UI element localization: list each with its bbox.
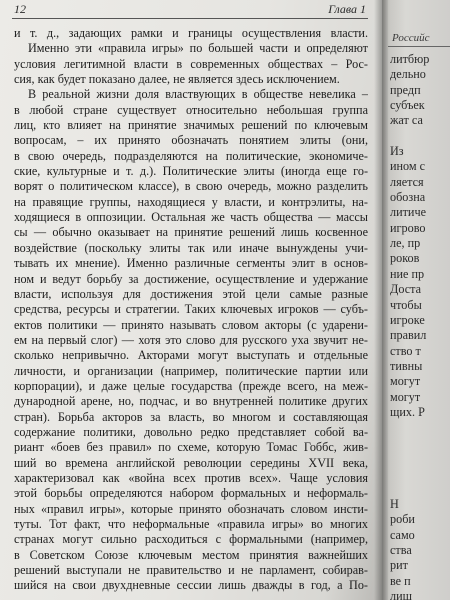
header-rule xyxy=(12,18,368,19)
text-line: В реальной жизни доля властвующих в обществе невелика – xyxy=(28,87,368,102)
right-text-line: литиче xyxy=(390,205,426,220)
right-text-line xyxy=(390,451,450,466)
book-gutter xyxy=(374,0,388,600)
text-line: туты. Тот факт, что неформальные «правила игры» во многих xyxy=(14,517,368,531)
text-line: этой борьбы определяются набором формальных и неформаль- xyxy=(14,486,368,501)
right-text-line: роби xyxy=(390,512,415,527)
text-line: ходящиеся в оппозиции. Остальная же часть общества — массы xyxy=(14,210,368,225)
right-body-text xyxy=(390,52,450,600)
text-line: шийся на свои двухдневные сессии лишь дважды в год, а По- xyxy=(14,578,368,593)
text-line: в Советском Союзе ключевым местом принятия важнейших xyxy=(14,547,368,562)
right-text-line xyxy=(390,420,450,435)
right-text-line: тивны xyxy=(390,358,423,373)
text-line: условия легитимной власти в современных обществах – Рос- xyxy=(14,56,368,71)
text-line: ных «правил игры», которые принято обозначать словом инсти- xyxy=(14,501,368,516)
text-line: содержание политики, довольно редко представляет собой ва- xyxy=(14,424,368,439)
right-text-line xyxy=(390,466,450,481)
text-line: в свою очередь, подразделяются на политические, экономиче- xyxy=(14,148,368,163)
text-line: корпорации), и даже целые государства (прежде всего, на меж- xyxy=(14,378,368,393)
right-text-line: дельно xyxy=(390,67,426,82)
text-line: Именно эти «правила игры» по большей части и определяют xyxy=(28,41,368,56)
right-text-line: Н xyxy=(390,496,399,511)
text-line: ворят о политическом классе), в свою очередь, можно разделить xyxy=(14,179,368,194)
right-text-line: само xyxy=(390,527,415,542)
chapter-title: Глава 1 xyxy=(328,2,366,16)
text-line: вопросам, – их принято обозначать понятием элиты (они, xyxy=(14,133,368,148)
right-text-line: игрово xyxy=(390,220,426,235)
right-text-line: рит xyxy=(390,558,408,573)
text-line: власти, используя для достижения этой цели самые разные xyxy=(14,286,368,301)
text-line: характеризовал как «война всех против всех». Чаще условия xyxy=(14,470,368,485)
right-text-line: Из xyxy=(390,144,404,159)
right-text-line: правил xyxy=(390,328,427,343)
right-text-line: предп xyxy=(390,82,421,97)
text-line: ший во времена английской революции середины XVII века, xyxy=(14,455,368,470)
text-line: риант «боев без правил» по схеме, которую Томас Гоббс, жив- xyxy=(14,440,368,455)
text-line: сколько непривычно. Акторами могут выступать и отдельные xyxy=(14,348,368,363)
right-text-line: ство т xyxy=(390,343,421,358)
right-text-line: щих. Р xyxy=(390,404,425,419)
right-text-line: жат са xyxy=(390,113,423,128)
page-header xyxy=(14,2,366,18)
right-page xyxy=(382,0,450,600)
right-text-line: лиш xyxy=(390,589,412,600)
text-line: личности, и организации (например, политические партии или xyxy=(14,363,368,378)
right-text-line: игроке xyxy=(390,312,425,327)
right-text-line: Доста xyxy=(390,282,422,297)
text-line: лиц, кто влияет на принятие значимых решений по ключевым xyxy=(14,118,368,133)
right-text-line: роков xyxy=(390,251,420,266)
text-line: тывать их мнение). Именно различные сегменты элит в основ- xyxy=(14,256,368,271)
right-text-line: субъек xyxy=(390,98,425,113)
text-line: дународной арене, но, подчас, и во внутренней политике других xyxy=(14,394,368,409)
text-line: воздействие (поскольку элиты так или иначе вынуждены учи- xyxy=(14,240,368,255)
text-line: решений выступали не правительство и не парламент, собирав- xyxy=(14,563,368,578)
right-text-line: ние пр xyxy=(390,266,425,281)
text-line: и т. д., задающих рамки и границы осуществления власти. xyxy=(14,26,368,40)
text-line: ские, культурные и т. д.). Политические элиты (иногда еще го- xyxy=(14,164,368,179)
text-line: на правящие группы, находящиеся у власти, и контрэлиты, на- xyxy=(14,194,368,209)
text-line: средства, ресурсы и стратегии. Таких ключевых игроков — субъ- xyxy=(14,302,368,317)
text-line: сия, как будет показано далее, не является здесь исключением. xyxy=(14,72,340,87)
right-text-line xyxy=(390,482,450,497)
text-line: ектов политики — принято называть словом акторы (с ударени- xyxy=(14,317,368,332)
right-text-line: ства xyxy=(390,543,412,557)
right-text-line: литбюр xyxy=(390,52,430,66)
right-text-line xyxy=(390,129,450,144)
right-text-line: могут xyxy=(390,389,421,404)
page-number: 12 xyxy=(14,2,26,16)
right-header-rule xyxy=(388,46,450,47)
right-text-line xyxy=(390,436,450,451)
right-text-line: ве п xyxy=(390,573,411,588)
text-line: в любой стране существует относительно небольшая группа xyxy=(14,102,368,117)
right-text-line: ином с xyxy=(390,159,426,174)
right-running-head: Российс xyxy=(392,32,430,44)
text-line: сы — обычно оказывает на принятие решений лишь косвенное xyxy=(14,225,368,240)
text-line: стран). Борьба акторов за власть, во многом и составляющая xyxy=(14,409,368,424)
right-text-line: обозна xyxy=(390,190,426,205)
body-text xyxy=(14,26,368,594)
right-text-line: ле, пр xyxy=(390,236,421,251)
text-line: ем на первый слог) — хотя это слово для русского уха звучит не- xyxy=(14,332,368,347)
right-text-line: могут xyxy=(390,374,421,389)
right-text-line: ляется xyxy=(390,174,424,189)
text-line: странах могут сильно расходиться с формальными (например, xyxy=(14,532,368,547)
text-line: ном и ведут борьбу за достижение, осуществление и удержание xyxy=(14,271,368,286)
right-text-line: чтобы xyxy=(390,297,422,312)
